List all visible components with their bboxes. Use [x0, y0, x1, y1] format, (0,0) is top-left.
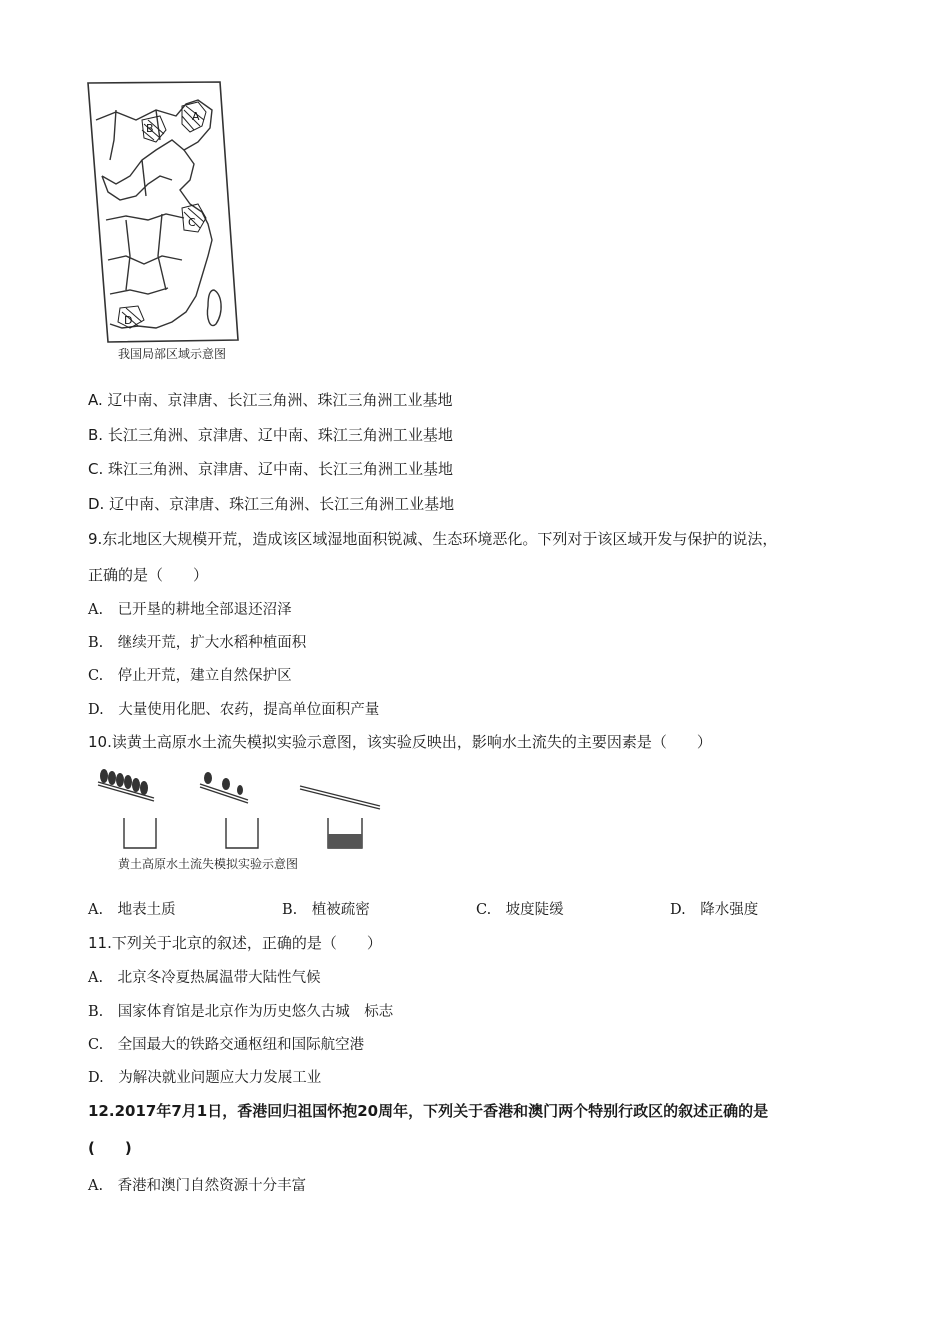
q10-option-c: C. 坡度陡缓	[476, 902, 564, 918]
q12-stem-line1: 12.2017年7月1日，香港回归祖国怀抱20周年，下列关于香港和澳门两个特别行政区的叙述正确的是	[88, 1102, 769, 1120]
q10-stem: 10.读黄土高原水土流失模拟实验示意图，该实验反映出，影响水土流失的主要因素是（ ）	[88, 733, 712, 751]
q11-option-b: B. 国家体育馆是北京作为历史悠久古城 标志	[88, 1004, 394, 1020]
experiment-caption: 黄土高原水土流失模拟实验示意图	[118, 857, 299, 871]
q11-option-c: C. 全国最大的铁路交通枢纽和国际航空港	[88, 1037, 365, 1053]
q11-option-a: A. 北京冬冷夏热属温带大陆性气候	[88, 970, 321, 986]
map-marker-d: D	[124, 314, 133, 327]
q9-stem-line2: 正确的是（ ）	[88, 566, 209, 584]
china-region-map-figure	[86, 80, 256, 370]
q9-stem-line1: 9.东北地区大规模开荒，造成该区域湿地面积锐减、生态环境恶化。下列对于该区域开发与保护的说法，	[88, 530, 778, 548]
soil-erosion-experiment-figure	[90, 762, 390, 880]
q10-option-d: D. 降水强度	[670, 902, 759, 918]
q9-option-d: D. 大量使用化肥、农药，提高单位面积产量	[88, 702, 380, 718]
q9-option-c: C. 停止开荒，建立自然保护区	[88, 668, 292, 684]
q10-option-a: A. 地表土质	[88, 902, 176, 918]
q8-option-d: D. 辽中南、京津唐、珠江三角洲、长江三角洲工业基地	[88, 495, 455, 513]
map-caption: 我国局部区域示意图	[118, 347, 227, 361]
map-marker-c: C	[188, 216, 196, 229]
q10-options-row	[88, 898, 888, 922]
q12-option-a-text: A. 香港和澳门自然资源十分丰富	[88, 1178, 307, 1194]
q9-option-a: A. 已开垦的耕地全部退还沼泽	[88, 602, 292, 618]
q8-option-b: B. 长江三角洲、京津唐、辽中南、珠江三角洲工业基地	[88, 426, 453, 444]
q10-option-b: B. 植被疏密	[282, 902, 370, 918]
q8-option-c: C. 珠江三角洲、京津唐、辽中南、长江三角洲工业基地	[88, 460, 454, 478]
q9-option-b: B. 继续开荒，扩大水稻种植面积	[88, 635, 307, 651]
q11-option-d: D. 为解决就业问题应大力发展工业	[88, 1070, 322, 1086]
q12-stem-line2: ( )	[88, 1139, 132, 1157]
q11-stem: 11.下列关于北京的叙述，正确的是（ ）	[88, 934, 382, 952]
q8-option-a: A. 辽中南、京津唐、长江三角洲、珠江三角洲工业基地	[88, 391, 453, 409]
map-marker-a: A	[192, 110, 200, 123]
map-marker-b: B	[146, 122, 154, 135]
q12-option-a	[88, 1174, 306, 1195]
